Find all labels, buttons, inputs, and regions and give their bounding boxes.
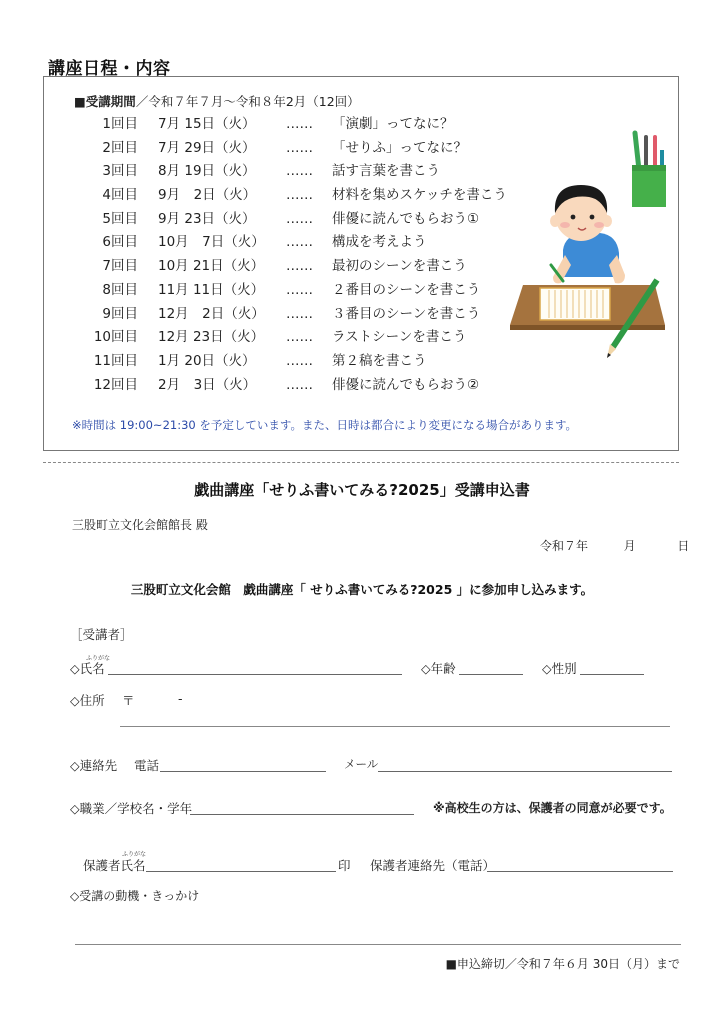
address-field[interactable]: [120, 712, 670, 727]
session-leader-dots: ……: [286, 281, 313, 298]
phone-label: 電話: [134, 758, 160, 773]
session-topic: ２番目のシーンを書こう: [332, 281, 481, 298]
session-number: 6回目: [102, 234, 138, 251]
session-number: 5回目: [102, 210, 138, 227]
session-leader-dots: ……: [286, 258, 313, 275]
date-era: 令和７年: [540, 539, 589, 553]
session-leader-dots: ……: [286, 163, 313, 180]
participant-section-label: ［受講者］: [70, 627, 133, 642]
session-number: 3回目: [102, 163, 138, 180]
session-topic: 最初のシーンを書こう: [332, 258, 467, 275]
session-date: 7月 15日（火）: [158, 116, 256, 132]
guardian-name-field[interactable]: [146, 857, 336, 872]
session-leader-dots: ……: [286, 376, 313, 393]
session-leader-dots: ……: [286, 305, 313, 322]
guardian-furigana: ふりがな: [122, 851, 147, 858]
contact-label: ◇連絡先: [70, 758, 118, 773]
session-leader-dots: ……: [286, 352, 313, 369]
guardian-phone-field[interactable]: [487, 857, 673, 872]
session-leader-dots: ……: [286, 187, 313, 204]
name-field[interactable]: [108, 660, 402, 675]
seal-label: 印: [338, 858, 351, 873]
phone-field[interactable]: [160, 757, 326, 772]
motivation-field[interactable]: [75, 905, 681, 945]
application-deadline: ■申込締切／令和７年６月 30日（月）まで: [445, 957, 680, 971]
session-number: 7回目: [102, 258, 138, 275]
session-number: 12回目: [93, 376, 138, 393]
postal-code-second-field[interactable]: [188, 688, 238, 706]
session-topic: 俳優に読んでもらおう②: [332, 376, 480, 393]
session-leader-dots: ……: [286, 139, 313, 156]
motivation-label: ◇受講の動機・きっかけ: [70, 889, 200, 903]
application-date: [540, 537, 689, 554]
session-topic: 第２稿を書こう: [332, 352, 427, 369]
session-topic: 俳優に読んでもらおう①: [332, 210, 480, 227]
date-day-field[interactable]: 日: [677, 539, 690, 553]
name-label: ◇氏名: [70, 661, 105, 676]
session-number: 4回目: [102, 187, 138, 204]
email-field[interactable]: [378, 757, 672, 772]
cut-line-divider: [43, 462, 679, 463]
session-number: 11回目: [93, 352, 138, 369]
session-number: 2回目: [102, 139, 138, 156]
apply-statement: 三股町立文化会館 戯曲講座「 せりふ書いてみる?2025 」に参加申し込みます。: [130, 582, 594, 597]
email-label: メール: [344, 757, 379, 771]
session-date: 10月 21日（火）: [158, 258, 265, 275]
course-period-label: ■受講期間: [74, 94, 136, 109]
postal-mark: 〒: [122, 693, 135, 708]
course-period-value: ／令和７年７月～令和８年2月（12回）: [135, 94, 360, 109]
session-number: 9回目: [102, 305, 138, 322]
addressee: 三股町立文化会館館長 殿: [72, 518, 208, 532]
postal-code-first-field[interactable]: [135, 688, 173, 706]
occupation-field[interactable]: [190, 800, 414, 815]
session-date: 10月 7日（火）: [158, 234, 265, 251]
session-date: 9月 2日（火）: [158, 187, 257, 204]
session-number: 8回目: [102, 281, 138, 298]
session-topic: 「演劇」ってなに？: [332, 116, 454, 132]
postal-dash: -: [178, 691, 183, 706]
session-date: 2月 3日（火）: [158, 376, 257, 393]
gender-label: ◇性別: [542, 661, 577, 676]
session-topic: 材料を集めスケッチを書こう: [332, 187, 507, 204]
age-label: ◇年齢: [421, 661, 456, 676]
session-date: 9月 23日（火）: [158, 210, 256, 227]
session-topic: ラストシーンを書こう: [332, 329, 467, 346]
session-topic: ３番目のシーンを書こう: [332, 305, 481, 322]
session-topic: 構成を考えよう: [332, 234, 427, 251]
course-period: [74, 92, 360, 110]
form-title: 戯曲講座「せりふ書いてみる?2025」受講申込書: [194, 481, 530, 499]
guardian-contact-label: 保護者連絡先（電話）: [370, 858, 496, 873]
address-label: ◇住所: [70, 693, 105, 708]
session-date: 12月 2日（火）: [158, 305, 265, 322]
session-date: 8月 19日（火）: [158, 163, 256, 180]
session-topic: 「せりふ」ってなに？: [332, 139, 467, 156]
time-note: ※時間は 19:00~21:30 を予定しています。また、日時は都合により変更になる場合があります。: [72, 418, 578, 432]
name-furigana: ふりがな: [86, 655, 111, 662]
session-number: 1回目: [102, 116, 138, 132]
session-date: 7月 29日（火）: [158, 139, 256, 156]
section-title: 講座日程・内容: [48, 59, 171, 79]
boy-writing-illustration: [505, 125, 675, 365]
gender-field[interactable]: [580, 660, 644, 675]
session-leader-dots: ……: [286, 329, 313, 346]
session-date: 1月 20日（火）: [158, 352, 256, 369]
guardian-name-label: 保護者氏名: [83, 858, 146, 873]
occupation-label: ◇職業／学校名・学年: [70, 801, 193, 816]
session-leader-dots: ……: [286, 210, 313, 227]
session-number: 10回目: [93, 329, 138, 346]
boy-icon: [550, 185, 625, 283]
date-month-field[interactable]: 月: [623, 539, 636, 553]
session-leader-dots: ……: [286, 116, 313, 132]
consent-note: ※高校生の方は、保護者の同意が必要です。: [433, 801, 672, 815]
session-topic: 話す言葉を書こう: [332, 163, 440, 180]
session-date: 11月 11日（火）: [158, 281, 265, 298]
session-date: 12月 23日（火）: [158, 329, 265, 346]
session-leader-dots: ……: [286, 234, 313, 251]
pen-cup-icon: [632, 133, 666, 207]
age-field[interactable]: [459, 660, 523, 675]
